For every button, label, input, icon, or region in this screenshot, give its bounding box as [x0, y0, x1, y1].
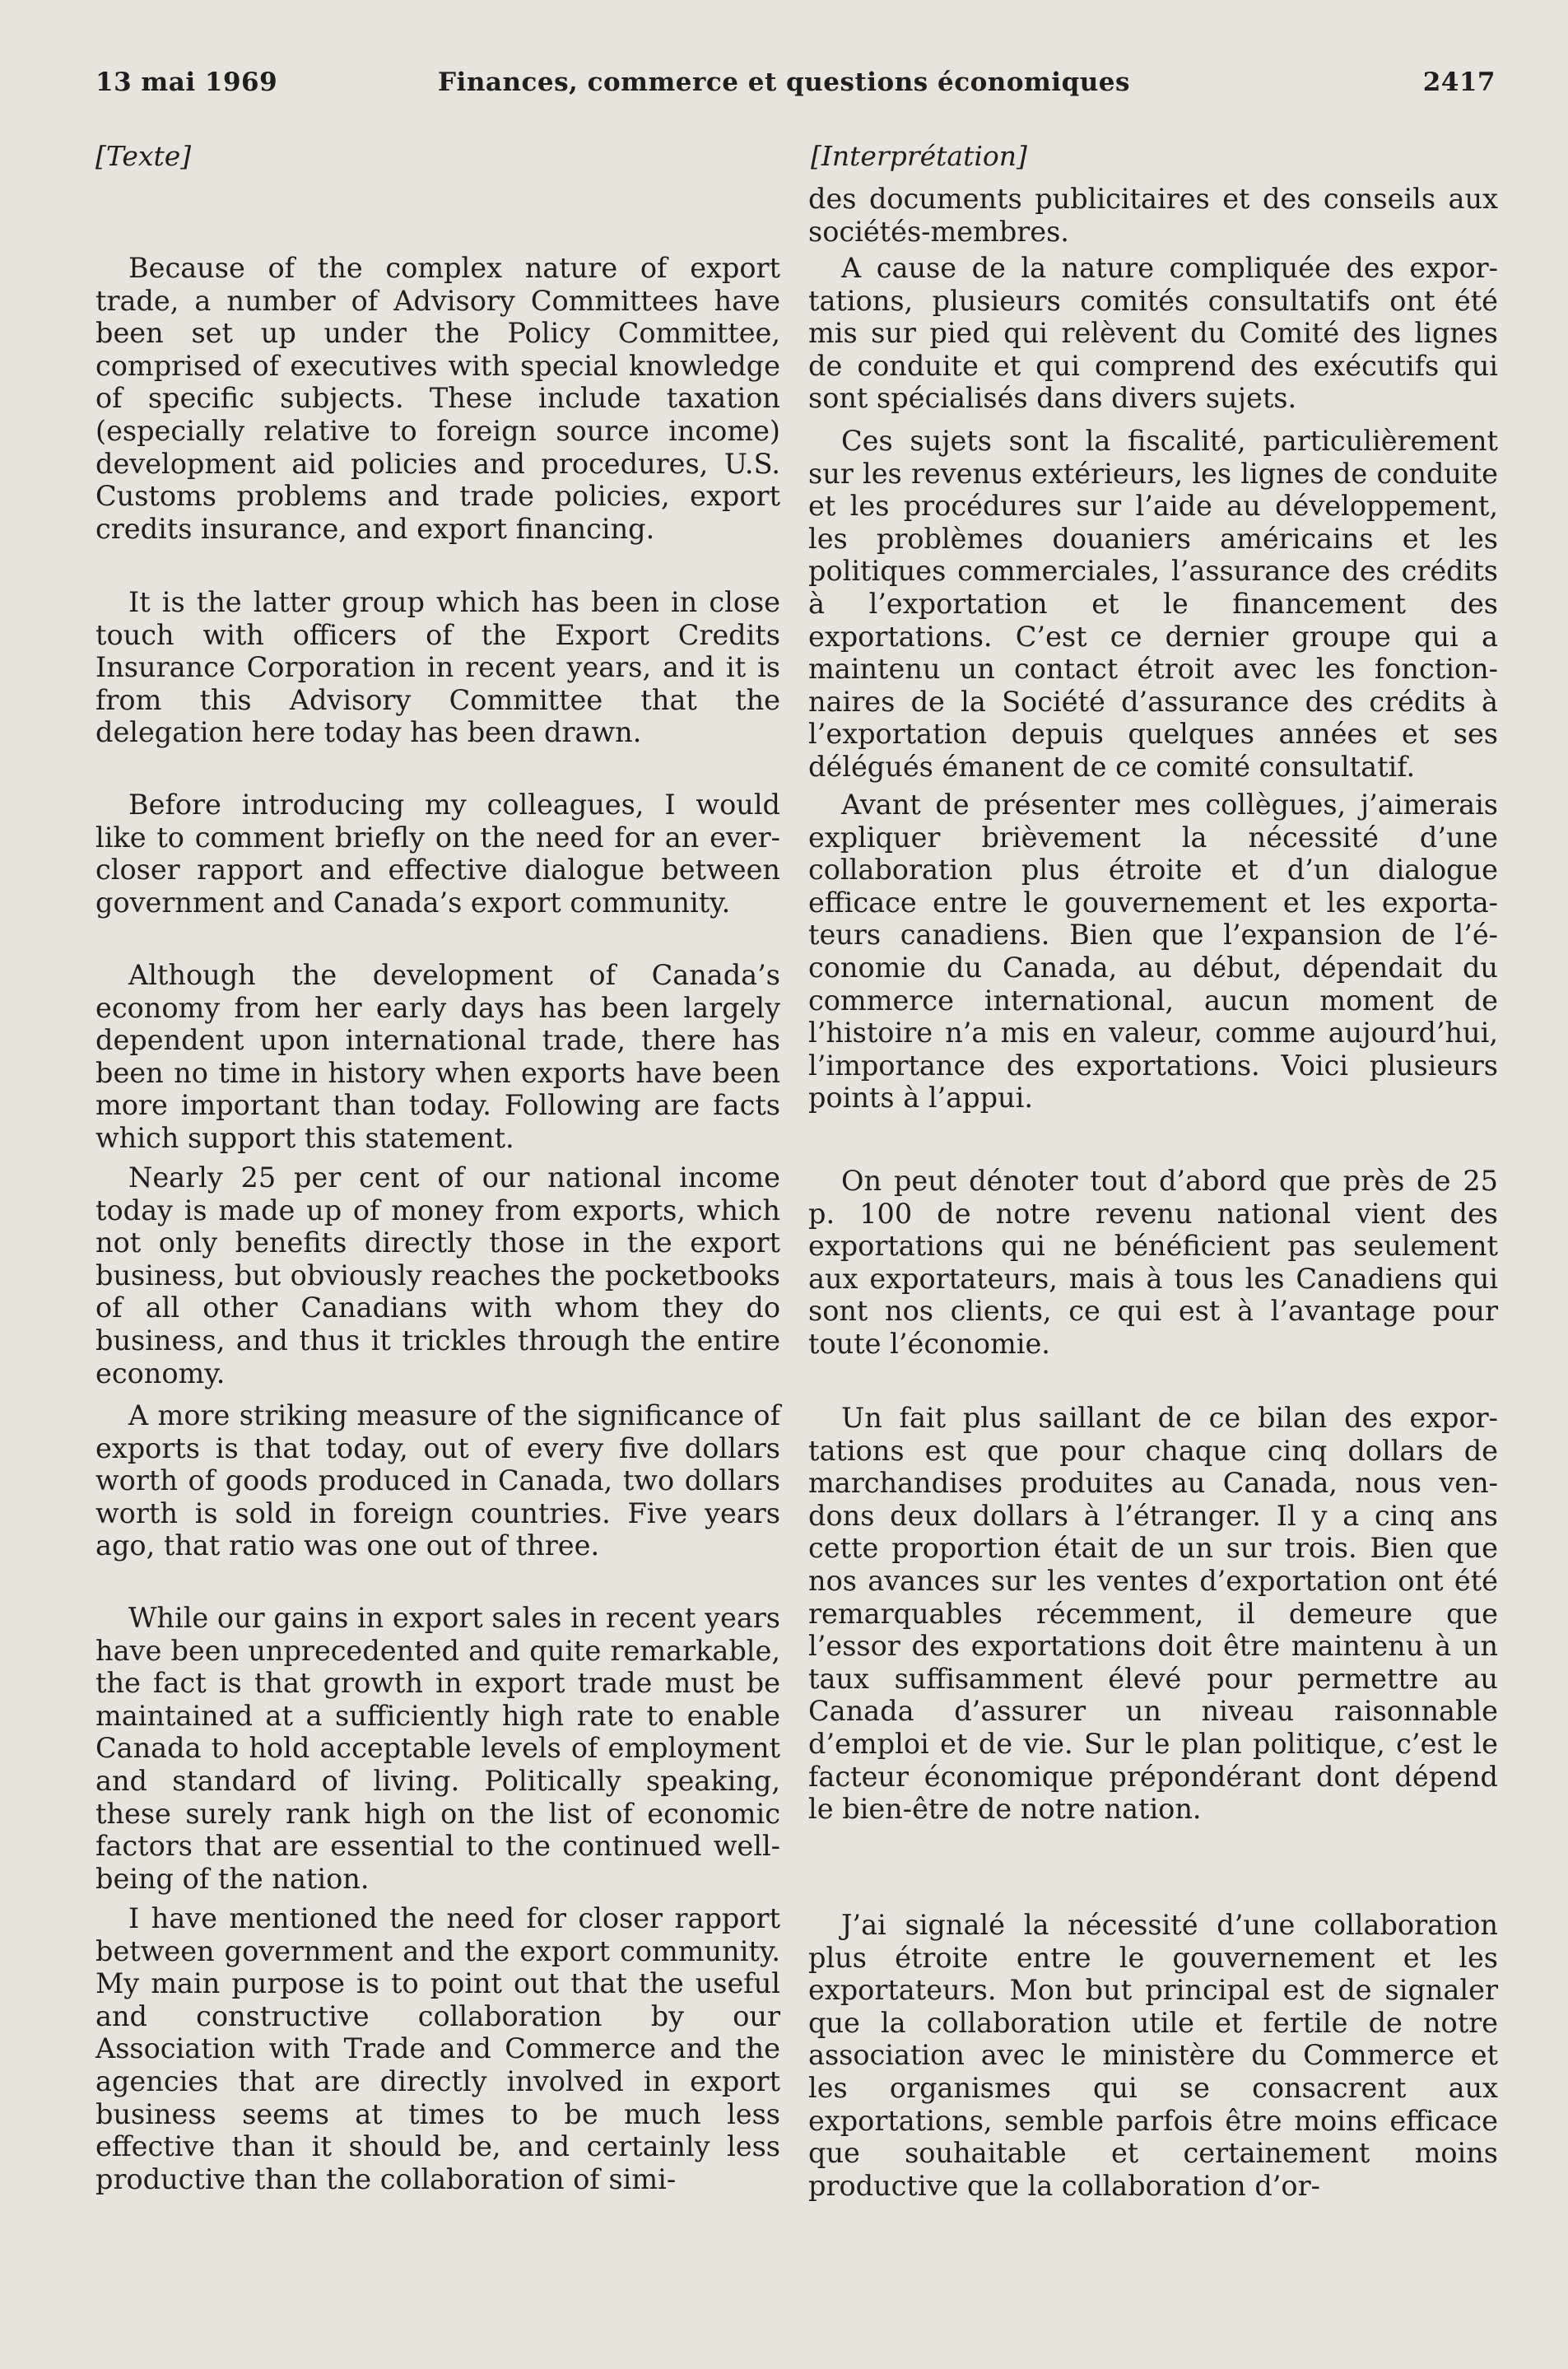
- right-paragraph: On peut dénoter tout d’abord que près de 25 p. 100 de notre revenu national vient des exportations qui ne bénéficient pas seulement aux exportateurs, mais à tous les Canadiens qui sont nos clients, ce qui est à l’avantage pour toute l’économie.: [808, 1165, 1498, 1360]
- left-paragraph: Before introducing my colleagues, I would like to comment briefly on the need for an ever-closer rapport and effective dialogue between government and Canada’s export community.: [95, 789, 780, 919]
- right-paragraph: Avant de présenter mes collègues, j’aimerais expliquer brièvement la nécessité d’une collaboration plus étroite et d’un dialogue efficace entre le gouvernement et les exportateurs canadiens. Bien que l’expansion de l’économie du Canada, au début, dépendait du commerce international, aucun moment de l’histoire n’a mis en valeur, comme aujourd’hui, l’importance des exportations. Voici plusieurs points à l’appui.: [808, 789, 1498, 1115]
- left-paragraph: Nearly 25 per cent of our national income today is made up of money from exports, which not only benefits directly those in the export business, but obviously reaches the pocketbooks of all other Canadians with whom they do business, and thus it trickles through the entire economy.: [95, 1161, 780, 1389]
- right-paragraph: Ces sujets sont la fiscalité, particulièrement sur les revenus extérieurs, les lignes de conduite et les procédures sur l’aide au développement, les problèmes douaniers américains et les politiques commerciales, l’assurance des crédits à l’exportation et le financement des exportations. C’est ce dernier groupe qui a maintenu un contact étroit avec les fonctionnaires de la Société d’assurance des crédits à l’exportation depuis quelques années et ses délégués émanent de ce comité consultatif.: [808, 425, 1498, 783]
- left-paragraph: While our gains in export sales in recent years have been unprecedented and quite remarkable, the fact is that growth in export trade must be maintained at a sufficiently high rate to enable Canada to hold acceptable levels of employment and standard of living. Politically speaking, these surely rank high on the list of economic factors that are essential to the continued well-being of the nation.: [95, 1602, 780, 1895]
- left-column-heading: [Texte]: [95, 140, 192, 172]
- right-column-heading: [Interprétation]: [811, 140, 1027, 172]
- right-paragraph: des documents publicitaires et des conseils aux sociétés-membres.: [808, 183, 1498, 248]
- header-date: 13 mai 1969: [95, 67, 278, 97]
- right-paragraph: A cause de la nature compliquée des exportations, plusieurs comités consultatifs ont été mis sur pied qui relèvent du Comité des lignes de conduite et qui comprend des exécutifs qui sont spécialisés dans divers sujets.: [808, 252, 1498, 415]
- left-paragraph: Because of the complex nature of export trade, a number of Advisory Committees have been set up under the Policy Committee, comprised of executives with special knowledge of specific subjects. These include taxation (especially relative to foreign source income) development aid policies and procedures, U.S. Customs problems and trade policies, export credits insurance, and export financing.: [95, 252, 780, 545]
- right-paragraph: Un fait plus saillant de ce bilan des exportations est que pour chaque cinq dollars de marchandises produites au Canada, nous vendons deux dollars à l’étranger. Il y a cinq ans cette proportion était de un sur trois. Bien que nos avances sur les ventes d’exportation ont été remarquables récemment, il demeure que l’essor des exportations doit être maintenu à un taux suffisamment élevé pour permettre au Canada d’assurer un niveau raisonnable d’emploi et de vie. Sur le plan politique, c’est le facteur économique prépondérant dont dépend le bien-être de notre nation.: [808, 1402, 1498, 1826]
- left-paragraph: A more striking measure of the significance of exports is that today, out of every five dollars worth of goods produced in Canada, two dollars worth is sold in foreign countries. Five years ago, that ratio was one out of three.: [95, 1399, 780, 1562]
- page-number: 2417: [1422, 67, 1496, 97]
- running-title: Finances, commerce et questions économiques: [438, 67, 1130, 97]
- left-paragraph: Although the development of Canada’s economy from her early days has been largely dependent upon international trade, there has been no time in history when exports have been more important than today. Following are facts which support this statement.: [95, 959, 780, 1154]
- left-paragraph: I have mentioned the need for closer rapport between government and the export community. My main purpose is to point out that the useful and constructive collaboration by our Association with Trade and Commerce and the agencies that are directly involved in export business seems at times to be much less effective than it should be, and certainly less productive than the collaboration of simi-: [95, 1902, 780, 2195]
- right-paragraph: J’ai signalé la nécessité d’une collaboration plus étroite entre le gouvernement et les exportateurs. Mon but principal est de signaler que la collaboration utile et fertile de notre association avec le ministère du Commerce et les organismes qui se consacrent aux exportations, semble parfois être moins efficace que souhaitable et certainement moins productive que la collaboration d’or-: [808, 1909, 1498, 2202]
- left-paragraph: It is the latter group which has been in close touch with officers of the Export Credits Insurance Corporation in recent years, and it is from this Advisory Committee that the delegation here today has been drawn.: [95, 586, 780, 749]
